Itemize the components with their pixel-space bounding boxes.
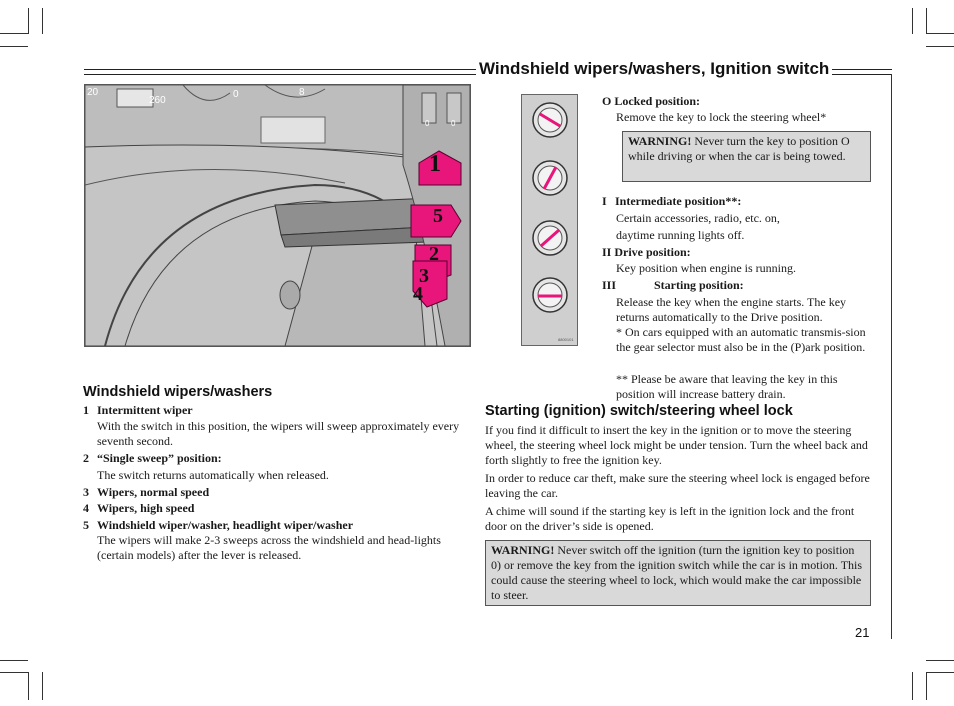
position-III-label: Starting position: [654,278,744,292]
position-III-num: III [602,278,617,292]
marker-1: 1 [429,151,441,177]
gauge-label-rpm-min: 0 [233,89,239,100]
wiper-item-1-num: 1 [83,403,89,417]
page-title: Windshield wipers/washers, Ignition switch [476,59,832,79]
position-I-desc-1: Certain accessories, radio, etc. on, [616,211,780,225]
wiper-item-2 [83,451,222,466]
wiper-item-4-label: Wipers, high speed [97,501,195,515]
position-I-label: Intermediate position**: [615,194,742,208]
lock-paragraph-1: If you find it difficult to insert the key in the ignition or to move the steering wheel, the steering wheel lock might be under tension. Turn the wheel back and forth slightly to free the ignition key. [485,423,868,467]
marker-5: 5 [433,205,443,227]
page-side-rule [891,74,892,639]
wiper-item-4-num: 4 [83,501,89,515]
position-O-num: O [602,94,612,108]
gauge-label-speed-max: 260 [149,95,166,106]
warning-label: WARNING! [491,543,555,557]
position-O-desc: Remove the key to lock the steering wheel* [616,110,827,124]
key-dial-I [533,161,567,195]
warning-text: Never switch off the ignition (turn the ignition key to position 0) or remove the key from the ignition switch while the car is in motion. This could cause the steering wheel to lock, which would make the car impossible to steer. [491,543,863,602]
position-II-heading [602,245,691,260]
key-dial-O [533,103,567,137]
wiper-item-2-desc: The switch returns automatically when released. [97,468,329,482]
page-number: 21 [855,625,870,640]
gauge-label-speed-min: 20 [87,87,99,98]
position-I-num: I [602,194,607,208]
wiper-item-4 [83,501,194,516]
position-II-desc: Key position when engine is running. [616,261,796,275]
wipers-heading: Windshield wipers/washers [83,384,273,400]
wiper-item-3-num: 3 [83,485,89,499]
wiper-item-5-num: 5 [83,518,89,532]
position-O-heading [602,94,700,109]
position-O-label: Locked position: [614,94,701,108]
wiper-item-1 [83,403,193,418]
switch-label-right: 0 [451,119,456,128]
position-I-desc-2: daytime running lights off. [616,228,745,242]
position-I-heading [602,194,741,209]
key-dial-II [533,221,567,255]
warning-box-key [622,131,871,182]
wiper-item-2-label: “Single sweep” position: [97,451,222,465]
lock-paragraph-2: In order to reduce car theft, make sure the steering wheel lock is engaged before leaving the car. [485,471,870,500]
ignition-key-positions-figure [521,94,578,346]
wiper-item-3 [83,485,209,500]
lock-heading: Starting (ignition) switch/steering wheel lock [485,403,793,419]
position-III-desc: Release the key when the engine starts. The key returns automatically to the Drive position. [616,295,847,324]
warning-box-ignition [485,540,871,606]
warning-text: Never turn the key to position O while driving or when the car is being towed. [628,134,850,163]
gauge-label-rpm-max: 8 [299,87,305,98]
warning-label: WARNING! [628,134,692,148]
switch-label-left: 0 [425,119,430,128]
wiper-item-5 [83,518,353,533]
marker-2: 2 [429,243,439,265]
wiper-item-2-num: 2 [83,451,89,465]
position-II-label: Drive position: [614,245,691,259]
wiper-lever-illustration [84,84,471,347]
wiper-item-1-desc: With the switch in this position, the wipers will sweep approximately every seventh second. [97,419,460,448]
position-III-heading [602,278,744,293]
lock-paragraph-3: A chime will sound if the starting key is left in the ignition lock and the front door on the driver’s side is opened. [485,504,855,533]
wiper-item-5-desc: The wipers will make 2-3 sweeps across the windshield and head-lights (certain models) after the lever is released. [97,533,441,562]
footnote-battery: ** Please be aware that leaving the key in this position will increase battery drain. [616,372,838,401]
marker-3: 3 [419,265,429,287]
marker-4: 4 [413,283,423,305]
footnote-automatic: * On cars equipped with an automatic transmis-sion the gear selector must also be in the (P)ark position. [616,325,866,354]
key-dial-III [533,278,567,312]
wiper-item-5-label: Windshield wiper/washer, headlight wiper/washer [97,518,354,532]
wiper-item-1-label: Intermittent wiper [97,403,193,417]
figure-code: 8800101 [558,337,574,342]
wiper-item-3-label: Wipers, normal speed [97,485,210,499]
position-II-num: II [602,245,612,259]
key-dial-drawings [522,95,577,345]
